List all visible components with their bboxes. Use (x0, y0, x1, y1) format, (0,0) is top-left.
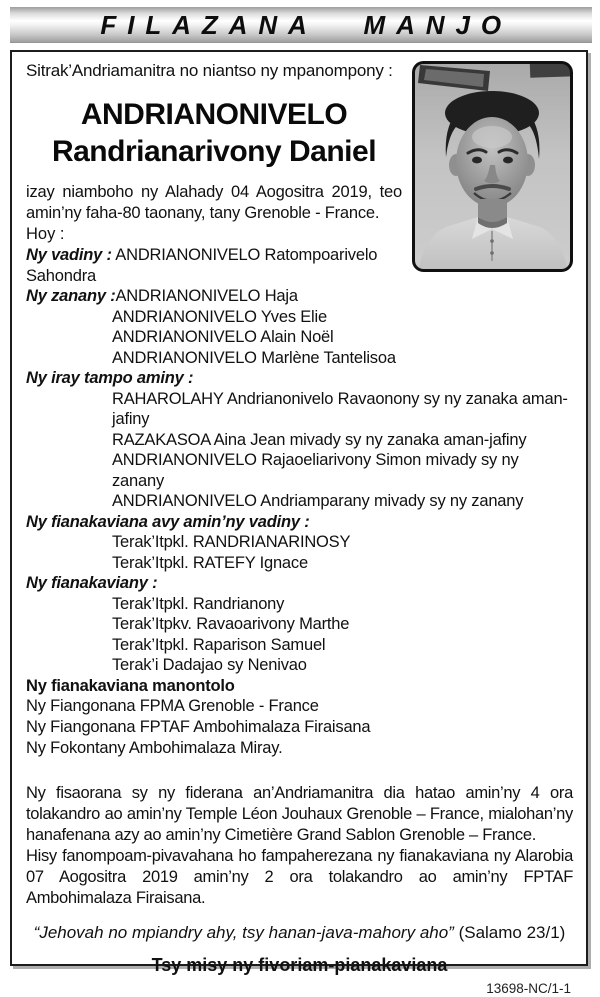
family-section-fianakaviany (26, 573, 573, 594)
deceased-given-names: Randrianarivony Daniel (51, 135, 377, 168)
family-section-zanany (26, 286, 573, 307)
section-label: Ny vadiny : (26, 246, 112, 264)
section-label: Ny fianakaviana avy amin’ny vadiny : (26, 512, 310, 531)
family-section-iray-tampo (26, 368, 573, 389)
family-member: ANDRIANONIVELO Andriamparany mivady sy ny zanany (112, 492, 524, 510)
family-member: ANDRIANONIVELO Yves Elie (112, 307, 327, 326)
closing-note: Tsy misy ny fivoriam-pianakaviana (151, 955, 448, 975)
family-member: RAHAROLAHY Andrianonivelo Ravaonony sy ny zanaka aman-jafiny (112, 389, 568, 428)
masthead-title: FILAZANA MANJO (100, 9, 512, 40)
family-member: RAZAKASOA Aina Jean mivady sy ny zanaka aman-jafiny (112, 430, 527, 449)
community-line: Ny Fokontany Ambohimalaza Miray. (26, 739, 283, 757)
ceremony-paragraph: Ny fisaorana sy ny fiderana an’Andriamanitra dia hatao amin’ny 4 ora tolakandro ao amin’ny Temple Léon Jouhaux Grenoble – France, mialohan’ny hanafenana azy ao amin’ny Cimetière Grand Sablon Grenoble – France. (26, 784, 573, 844)
death-details: izay niamboho ny Alahady 04 Aogositra 2019, teo amin’ny faha-80 taonany, tany Grenoble - France. (26, 183, 402, 222)
portrait-illustration (412, 61, 573, 272)
hoy-line: Hoy : (26, 225, 65, 243)
family-member: ANDRIANONIVELO Rajaoeliarivony Simon mivady sy ny zanany (112, 451, 519, 490)
section-first-member: ANDRIANONIVELO Haja (115, 287, 298, 305)
section-first-member: ANDRIANONIVELO Ratompoarivelo Sahondra (26, 246, 378, 285)
masthead-banner (10, 7, 592, 43)
deceased-photo (412, 61, 573, 272)
section-label: Ny zanany : (26, 287, 116, 305)
family-member: Terak’Itpkl. Raparison Samuel (112, 635, 326, 654)
deceased-surname: ANDRIANONIVELO (80, 98, 348, 131)
ceremony-details (26, 783, 573, 909)
section-label: Ny iray tampo aminy : (26, 369, 194, 387)
quote-reference: (Salamo 23/1) (453, 923, 566, 942)
quote-text: “Jehovah no mpiandry ahy, tsy hanan-java-mahory aho” (33, 923, 454, 942)
obituary-box (10, 50, 588, 996)
family-member: ANDRIANONIVELO Marlène Tantelisoa (112, 348, 396, 367)
family-section-fianakaviana-vadiny (26, 512, 573, 533)
family-member: Terak’i Dadajao sy Nenivao (112, 656, 307, 674)
intro-line: Sitrak’Andriamanitra no niantso ny mpanompony : (26, 61, 393, 80)
community-header: Ny fianakaviana manontolo (26, 676, 235, 695)
ceremony-paragraph: Hisy fanompoam-pivavahana ho fampaherezana ny fianakaviana ny Alarobia 07 Aogositra 2019 amin’ny 2 ora tolakandro ao amin’ny FPTAF Ambohimalaza Firaisana. (26, 847, 573, 907)
family-member: Terak’Itpkv. Ravaoarivony Marthe (112, 615, 350, 633)
family-member: Terak’Itpkl. RATEFY Ignace (112, 553, 308, 572)
family-member: Terak’Itpkl. RANDRIANARINOSY (112, 533, 351, 551)
community-line: Ny Fiangonana FPMA Grenoble - France (26, 697, 319, 715)
family-member: Terak’Itpkl. Randrianony (112, 594, 285, 613)
reference-number: 13698-NC/1-1 (486, 981, 571, 996)
scripture-quote (26, 922, 573, 944)
community-line: Ny Fiangonana FPTAF Ambohimalaza Firaisana (26, 718, 371, 736)
section-label: Ny fianakaviany : (26, 574, 158, 592)
family-member: ANDRIANONIVELO Alain Noël (112, 328, 334, 346)
family-sections (26, 245, 573, 676)
